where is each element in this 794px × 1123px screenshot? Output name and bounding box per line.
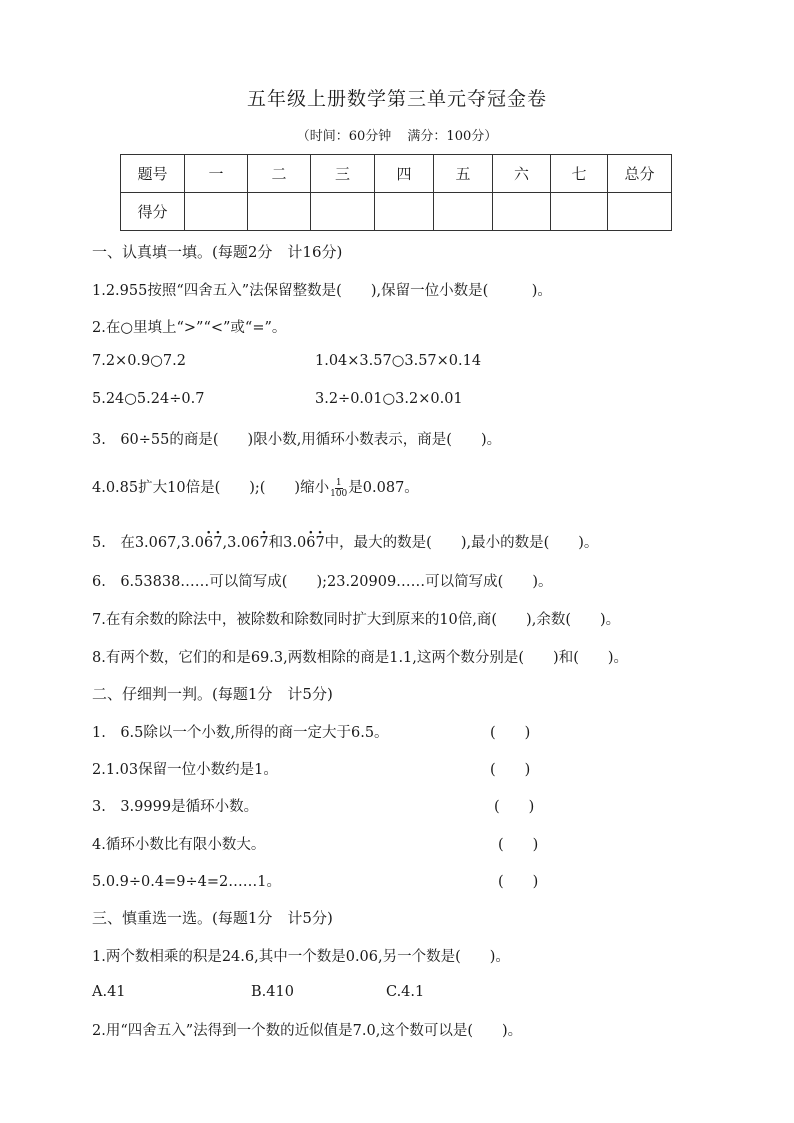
question-1-3: 3. 60÷55的商是( )限小数,用循环小数表示，商是( )。 bbox=[92, 432, 502, 448]
choice-option-b[interactable]: B.410 bbox=[251, 984, 294, 1000]
score-table bbox=[120, 154, 672, 231]
judge-item: 4.循环小数比有限小数大。 bbox=[92, 837, 266, 853]
choice-option-a[interactable]: A.41 bbox=[92, 984, 126, 1000]
question-1-2d: 3.2÷0.01○3.2×0.01 bbox=[315, 391, 463, 407]
question-1-5 bbox=[92, 531, 598, 552]
section1-heading: 一、认真填一填。(每题2分 计16分) bbox=[92, 243, 343, 261]
score-cell: 题号 bbox=[121, 155, 185, 193]
score-cell: 三 bbox=[311, 155, 375, 193]
score-cell: 六 bbox=[493, 155, 551, 193]
judge-answer[interactable]: ( ) bbox=[490, 762, 531, 778]
question-1-4 bbox=[92, 476, 419, 499]
score-blank[interactable] bbox=[311, 193, 375, 231]
exam-subtitle bbox=[0, 125, 794, 144]
repeating-digit: · 7 bbox=[259, 535, 268, 551]
judge-answer[interactable]: ( ) bbox=[494, 799, 535, 815]
repeating-digit: · 6 bbox=[306, 535, 315, 551]
q5-sep: ,3.06 bbox=[222, 535, 260, 551]
score-blank[interactable] bbox=[248, 193, 311, 231]
q5-prefix: 5. 在3.067,3. bbox=[92, 535, 195, 551]
judge-answer[interactable]: ( ) bbox=[498, 837, 539, 853]
score-cell: 五 bbox=[434, 155, 493, 193]
q5-digit: 0 bbox=[194, 535, 205, 551]
exam-title: 五年级上册数学第三单元夺冠金卷 bbox=[246, 88, 547, 110]
score-cell: 得分 bbox=[121, 193, 185, 231]
score-blank[interactable] bbox=[551, 193, 608, 231]
score-table-header-row bbox=[121, 155, 672, 193]
full-score: 满分：100分） bbox=[407, 129, 498, 144]
score-cell: 七 bbox=[551, 155, 608, 193]
repeating-digit: · 6 bbox=[204, 535, 213, 551]
question-1-1: 1.2.955按照“四舍五入”法保留整数是( ),保留一位小数是( )。 bbox=[92, 283, 552, 299]
choice-question-1: 1.两个数相乘的积是24.6,其中一个数是0.06,另一个数是( )。 bbox=[92, 949, 510, 965]
q5-suffix: 中，最大的数是( ),最小的数是( )。 bbox=[324, 535, 599, 551]
section3-heading: 三、慎重选一选。(每题1分 计5分) bbox=[92, 909, 333, 927]
section2-heading: 二、仔细判一判。(每题1分 计5分) bbox=[92, 685, 333, 703]
score-cell: 二 bbox=[248, 155, 311, 193]
fraction-numerator: 1 bbox=[335, 477, 342, 488]
score-table-score-row bbox=[121, 193, 672, 231]
judge-item: 2.1.03保留一位小数约是1。 bbox=[92, 762, 278, 778]
judge-item: 5.0.9÷0.4=9÷4=2……1。 bbox=[92, 874, 281, 890]
score-blank[interactable] bbox=[434, 193, 493, 231]
choice-question-2: 2.用“四舍五入”法得到一个数的近似值是7.0,这个数可以是( )。 bbox=[92, 1023, 523, 1039]
question-1-8: 8.有两个数，它们的和是69.3,两数相除的商是1.1,这两个数分别是( )和( )。 bbox=[92, 650, 629, 666]
score-cell: 总分 bbox=[608, 155, 672, 193]
question-1-2c: 5.24○5.24÷0.7 bbox=[92, 391, 205, 407]
score-cell: 四 bbox=[375, 155, 434, 193]
repeating-digit: · 7 bbox=[315, 535, 324, 551]
fraction-denominator: 100 bbox=[330, 488, 348, 499]
judge-item: 1. 6.5除以一个小数,所得的商一定大于6.5。 bbox=[92, 725, 389, 741]
q5-sep: 和3.0 bbox=[268, 535, 307, 551]
choice-option-c[interactable]: C.4.1 bbox=[386, 984, 425, 1000]
judge-answer[interactable]: ( ) bbox=[490, 725, 531, 741]
score-cell: 一 bbox=[185, 155, 248, 193]
score-blank[interactable] bbox=[375, 193, 434, 231]
question-1-2a: 7.2×0.9○7.2 bbox=[92, 353, 186, 369]
score-blank[interactable] bbox=[493, 193, 551, 231]
judge-answer[interactable]: ( ) bbox=[498, 874, 539, 890]
score-blank[interactable] bbox=[185, 193, 248, 231]
fraction bbox=[330, 478, 347, 499]
repeating-digit: · 7 bbox=[213, 535, 222, 551]
time-limit: （时间：60分钟 bbox=[296, 129, 392, 144]
score-blank[interactable] bbox=[608, 193, 672, 231]
question-1-2: 2.在○里填上“>”“<”或“=”。 bbox=[92, 320, 287, 336]
judge-item: 3. 3.9999是循环小数。 bbox=[92, 799, 259, 815]
question-1-4-part2: 是0.087。 bbox=[348, 480, 419, 496]
question-1-7: 7.在有余数的除法中，被除数和除数同时扩大到原来的10倍,商( ),余数( )。 bbox=[92, 612, 621, 628]
question-1-4-part1: 4.0.85扩大10倍是( );( )缩小 bbox=[92, 480, 330, 496]
question-1-2b: 1.04×3.57○3.57×0.14 bbox=[315, 353, 482, 369]
question-1-6: 6. 6.53838……可以简写成( );23.20909……可以简写成( )。 bbox=[92, 574, 553, 590]
